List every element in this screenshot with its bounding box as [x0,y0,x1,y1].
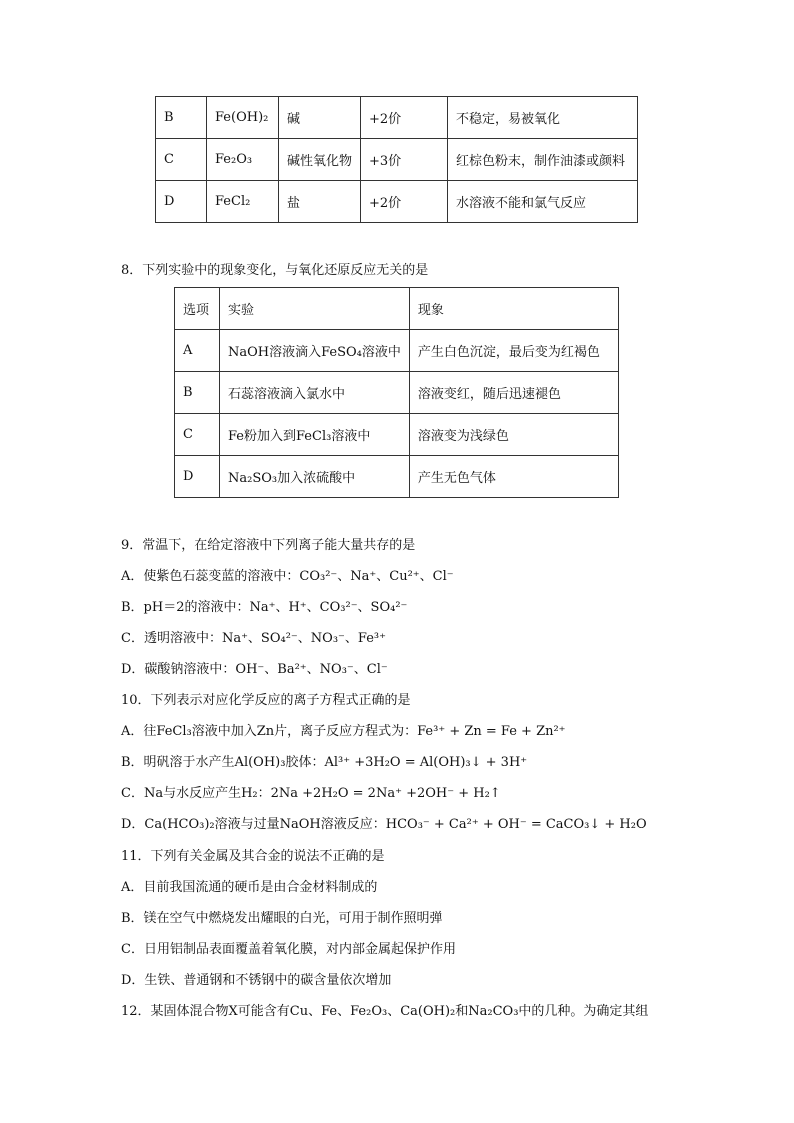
table-cell: 水溶液不能和氯气反应 [448,181,638,223]
question-9-option-a: A．使紫色石蕊变蓝的溶液中：CO₃²⁻、Na⁺、Cu²⁺、Cl⁻ [121,569,454,584]
question-10-option-b: B．明矾溶于水产生Al(OH)₃胶体：Al³⁺ +3H₂O = Al(OH)₃↓ + 3H⁺ [121,755,528,770]
table-cell: D [175,456,220,498]
table-cell: 产生无色气体 [409,456,618,498]
table-header-row [175,288,619,330]
table-cell: 红棕色粉末，制作油漆或颜料 [448,139,638,181]
table-row [156,181,638,223]
table-cell: +2价 [361,97,448,139]
table-row [156,97,638,139]
question-11-option-d: D．生铁、普通钢和不锈钢中的碳含量依次增加 [121,973,392,988]
question-9-option-d: D．碳酸钠溶液中：OH⁻、Ba²⁺、NO₃⁻、Cl⁻ [121,662,388,677]
table-row [175,456,619,498]
table-row [175,330,619,372]
table-cell: B [156,97,207,139]
question-10-option-d: D．Ca(HCO₃)₂溶液与过量NaOH溶液反应：HCO₃⁻ + Ca²⁺ + OH⁻ = CaCO₃↓ + H₂O [121,817,647,832]
table-cell: D [156,181,207,223]
table-cell: +2价 [361,181,448,223]
question-10-option-a: A．往FeCl₃溶液中加入Zn片，离子反应方程式为：Fe³⁺ + Zn = Fe + Zn²⁺ [121,724,566,739]
question-11-option-a: A．目前我国流通的硬币是由合金材料制成的 [121,880,378,895]
table-cell: 溶液变为浅绿色 [409,414,618,456]
question-11-option-c: C．日用铝制品表面覆盖着氧化膜，对内部金属起保护作用 [121,942,456,957]
question-12-stem: 12．某固体混合物X可能含有Cu、Fe、Fe₂O₃、Ca(OH)₂和Na₂CO₃中的几种。为确定其组 [121,1004,649,1019]
table-cell: FeCl₂ [207,181,279,223]
table-cell: 碱 [279,97,361,139]
table-cell: Na₂SO₃加入浓硫酸中 [220,456,410,498]
table-cell: 盐 [279,181,361,223]
question-11-option-b: B．镁在空气中燃烧发出耀眼的白光，可用于制作照明弹 [121,911,443,926]
table-cell: 溶液变红，随后迅速褪色 [409,372,618,414]
table-cell: 石蕊溶液滴入氯水中 [220,372,410,414]
table-cell: +3价 [361,139,448,181]
table-header-cell: 实验 [220,288,410,330]
table-row [175,414,619,456]
table-cell: NaOH溶液滴入FeSO₄溶液中 [220,330,410,372]
table-cell: B [175,372,220,414]
question-8-stem: 8．下列实验中的现象变化，与氧化还原反应无关的是 [121,263,429,278]
table-cell: Fe粉加入到FeCl₃溶液中 [220,414,410,456]
table-cell: 产生白色沉淀，最后变为红褐色 [409,330,618,372]
table-cell: 不稳定，易被氧化 [448,97,638,139]
table-row [156,139,638,181]
question-9-option-b: B．pH＝2的溶液中：Na⁺、H⁺、CO₃²⁻、SO₄²⁻ [121,600,408,615]
table-row [175,372,619,414]
iron-compounds-table [155,96,638,223]
question-9-stem: 9．常温下，在给定溶液中下列离子能大量共存的是 [121,538,416,553]
question-10-stem: 10．下列表示对应化学反应的离子方程式正确的是 [121,693,411,708]
table-cell: Fe₂O₃ [207,139,279,181]
table-header-cell: 现象 [409,288,618,330]
table-cell: Fe(OH)₂ [207,97,279,139]
table-cell: C [156,139,207,181]
experiment-table [174,287,619,498]
table-cell: A [175,330,220,372]
table-header-cell: 选项 [175,288,220,330]
table-cell: C [175,414,220,456]
question-10-option-c: C．Na与水反应产生H₂：2Na +2H₂O = 2Na⁺ +2OH⁻ + H₂↑ [121,786,501,801]
question-9-option-c: C．透明溶液中：Na⁺、SO₄²⁻、NO₃⁻、Fe³⁺ [121,631,386,646]
question-11-stem: 11．下列有关金属及其合金的说法不正确的是 [121,849,385,864]
table-cell: 碱性氧化物 [279,139,361,181]
